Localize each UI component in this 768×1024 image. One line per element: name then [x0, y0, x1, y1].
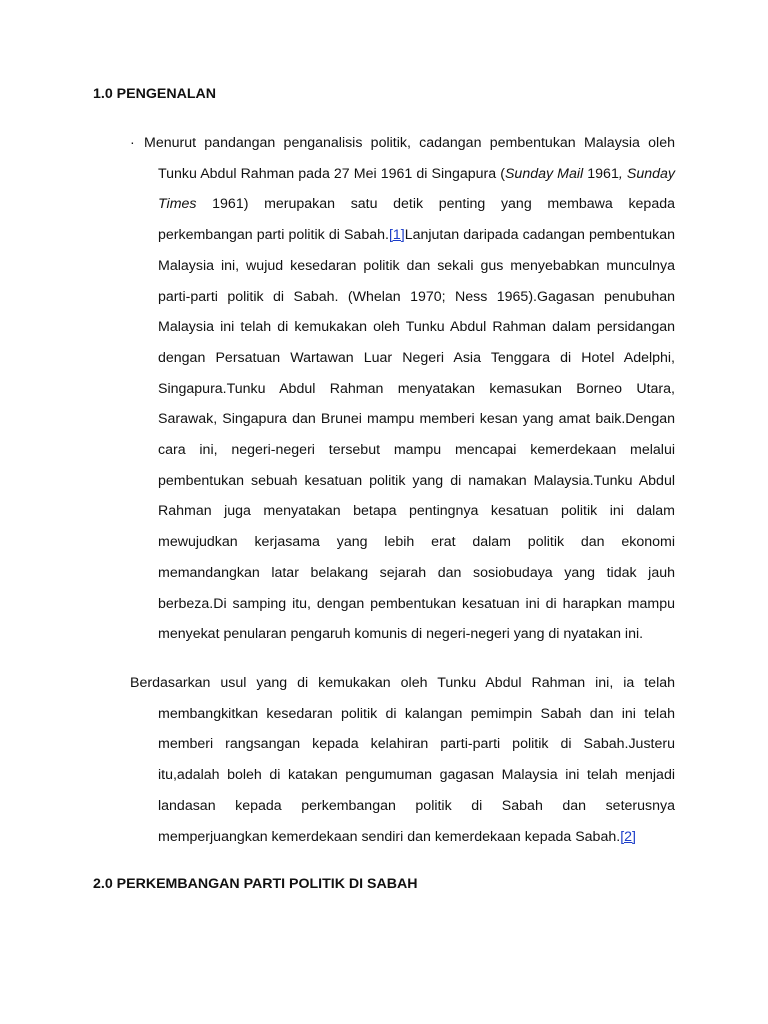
- bulleted-paragraph: [130, 128, 675, 650]
- text-run: Lanjutan daripada cadangan pembentukan Malaysia ini, wujud kesedaran politik dan sekali gus menyebabkan munculnya parti-parti politik di Sabah. (Whelan 1970; Ness 1965).Gagasan penubuhan Malaysia ini telah di kemukakan oleh Tunku Abdul Rahman dalam persidangan dengan Persatuan Wartawan Luar Negeri Asia Tenggara di Hotel Adelphi, Singapura.Tunku Abdul Rahman menyatakan kemasukan Borneo Utara, Sarawak, Singapura dan Brunei mampu memberi kesan yang amat baik.Dengan cara ini, negeri-negeri tersebut mampu mencapai kemerdekaan melalui pembentukan sebuah kesatuan politik yang di namakan Malaysia.Tunku Abdul Rahman juga menyatakan betapa pentingnya kesatuan politik ini dalam mewujudkan kerjasama yang lebih erat dalam politik dan ekonomi memandangkan latar belakang sejarah dan sosiobudaya yang tidak jauh berbeza.Di samping itu, dengan pembentukan kesatuan ini di harapkan mampu menyekat penularan pengaruh komunis di negeri-negeri yang di nyatakan ini.: [158, 227, 675, 643]
- paragraph-usul: [130, 668, 675, 852]
- footnote-link-1[interactable]: [1]: [388, 227, 405, 244]
- text-run: Berdasarkan usul yang di kemukakan oleh Tunku Abdul Rahman ini, ia telah membangkitkan kesedaran politik di kalangan pemimpin Sabah dan ini telah memberi rangsangan kepada kelahiran parti-parti politik di Sabah.Justeru itu,adalah boleh di katakan pengumuman gagasan Malaysia ini telah menjadi landasan kepada perkembangan politik di Sabah dan seterusnya memperjuangkan kemerdekaan sendiri dan kemerdekaan kepada Sabah.: [130, 675, 675, 845]
- text-run: 1961: [583, 165, 619, 182]
- text-run-italic: Sunday Mail: [504, 165, 584, 182]
- section-heading-pengenalan: 1.0 PENGENALAN: [93, 86, 216, 102]
- text-run: Menurut pandangan penganalisis politik, cadangan pembentukan Malaysia oleh Tunku Abdul Rahman pada 27 Mei 1961 di Singapura (: [144, 135, 675, 182]
- footnote-link-2[interactable]: [2]: [620, 828, 636, 845]
- hanging-paragraph: [130, 668, 675, 852]
- text-run-italic: , Sunday Times: [158, 165, 675, 213]
- text-run: 1961) merupakan satu detik penting yang membawa kepada perkembangan parti politik di Sabah.: [158, 196, 675, 244]
- bullet-icon: ·: [130, 135, 135, 151]
- paragraph-intro: [130, 128, 675, 650]
- section-heading-perkembangan: 2.0 PERKEMBANGAN PARTI POLITIK DI SABAH: [93, 876, 418, 892]
